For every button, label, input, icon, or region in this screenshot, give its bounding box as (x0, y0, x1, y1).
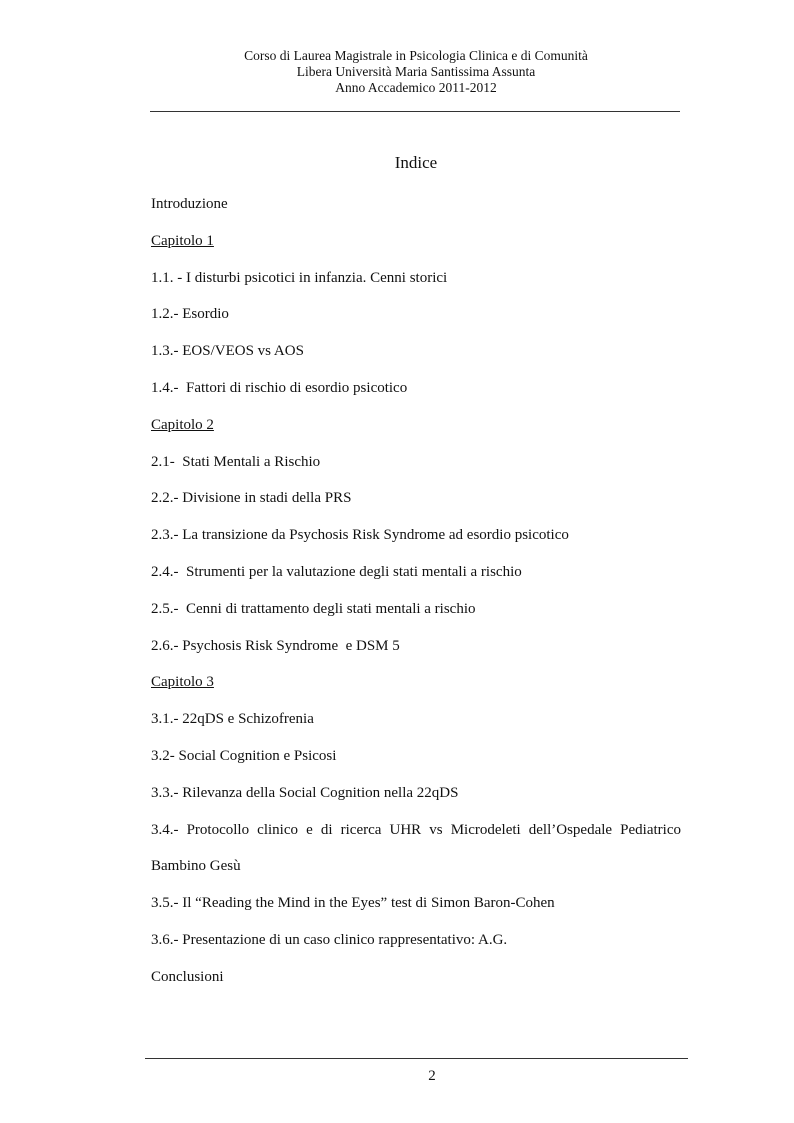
footer-divider (145, 1058, 688, 1059)
toc-entry: 1.4.- Fattori di rischio di esordio psicotico (151, 379, 408, 396)
toc-entry: 3.3.- Rilevanza della Social Cognition nella 22qDS (151, 784, 459, 801)
toc-entry: 3.1.- 22qDS e Schizofrenia (151, 711, 314, 728)
header-course: Corso di Laurea Magistrale in Psicologia Clinica e di Comunità (244, 48, 588, 63)
header-divider (150, 111, 680, 112)
toc-entry: 2.6.- Psychosis Risk Syndrome e DSM 5 (151, 637, 400, 654)
toc-chapter-3: Capitolo 3 (151, 674, 214, 691)
toc-entry-introduction: Introduzione (151, 196, 228, 212)
toc-entry: 3.2- Social Cognition e Psicosi (151, 747, 337, 764)
header-university: Libera Università Maria Santissima Assunta (296, 64, 536, 79)
toc-entry: 1.1. - I disturbi psicotici in infanzia. Cenni storici (151, 269, 448, 286)
table-of-contents (151, 194, 681, 1004)
toc-entry: 1.3.- EOS/VEOS vs AOS (151, 343, 304, 360)
toc-chapter-1: Capitolo 1 (151, 232, 214, 249)
header-academic-year: Anno Accademico 2011-2012 (335, 80, 497, 95)
toc-entry: 3.5.- Il “Reading the Mind in the Eyes” test di Simon Baron-Cohen (151, 895, 555, 912)
toc-chapter-2: Capitolo 2 (151, 416, 214, 433)
toc-entry: 2.5.- Cenni di trattamento degli stati mentali a rischio (151, 600, 476, 617)
toc-entry: 3.4.- Protocollo clinico e di ricerca UHR vs Microdeleti dell’Ospedale Pediatrico (151, 821, 681, 838)
toc-entry: 3.6.- Presentazione di un caso clinico rappresentativo: A.G. (151, 931, 508, 948)
toc-entry: 2.2.- Divisione in stadi della PRS (151, 490, 352, 507)
page-header (0, 48, 794, 96)
toc-entry: 1.2.- Esordio (151, 306, 229, 323)
toc-entry: 2.1- Stati Mentali a Rischio (151, 453, 321, 470)
toc-entry: 2.3.- La transizione da Psychosis Risk Syndrome ad esordio psicotico (151, 527, 569, 544)
page-title: Indice (394, 153, 438, 172)
toc-entry-conclusions: Conclusioni (151, 968, 224, 985)
page-number: 2 (428, 1068, 436, 1084)
toc-entry: 2.4.- Strumenti per la valutazione degli stati mentali a rischio (151, 563, 522, 580)
toc-entry-continuation: Bambino Gesù (151, 858, 241, 875)
